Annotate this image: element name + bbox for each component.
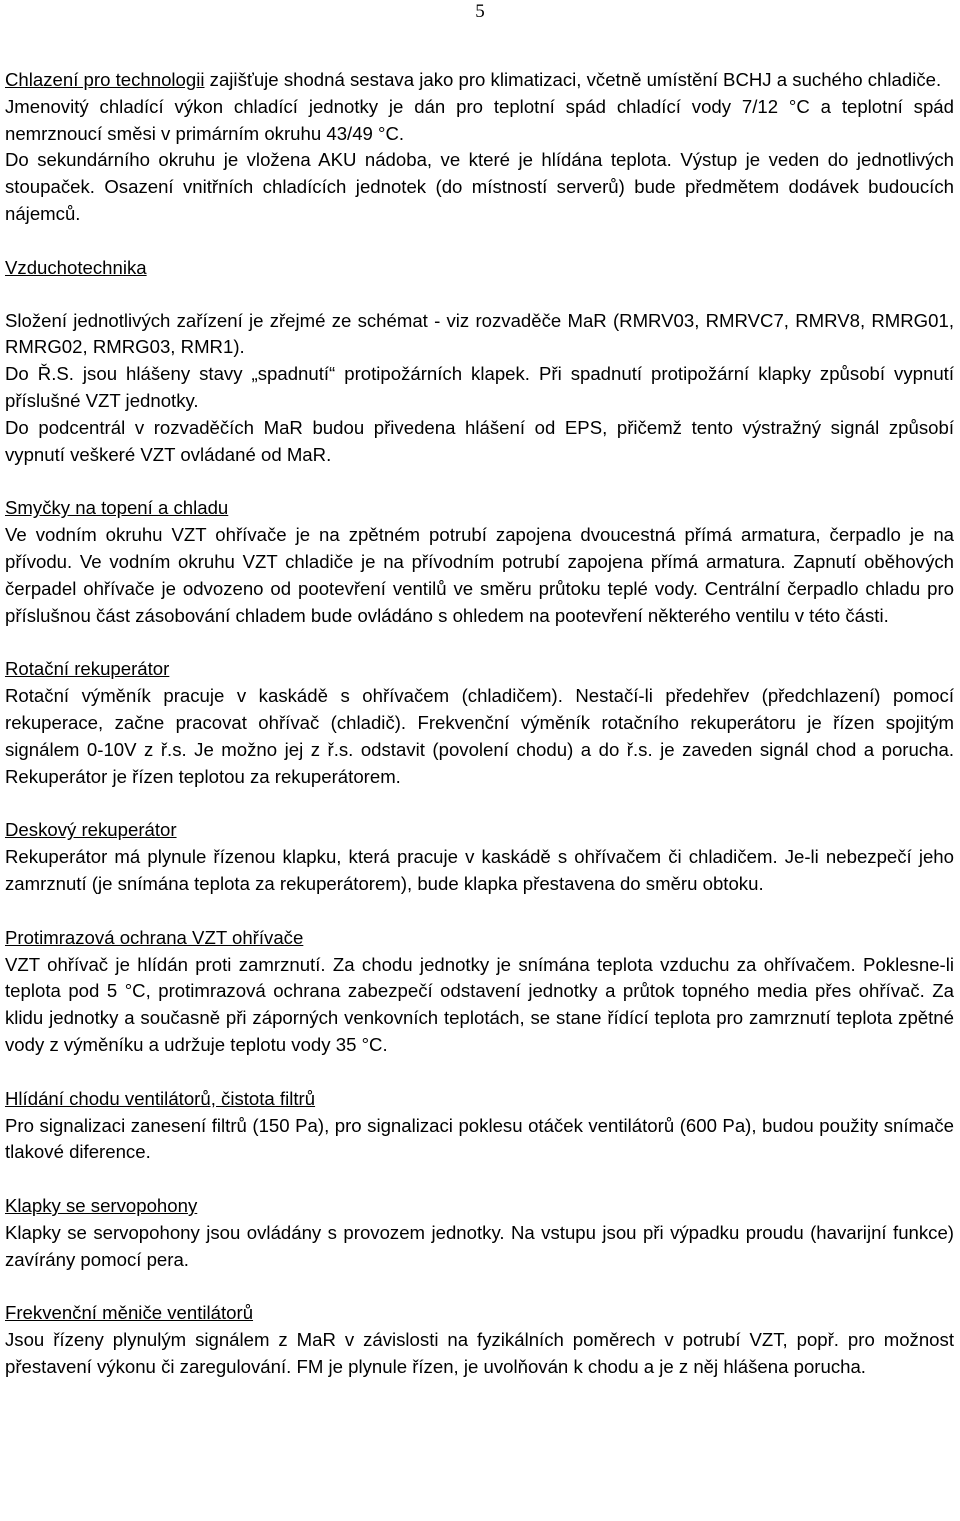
section-heading-vzt: Vzduchotechnika xyxy=(5,256,147,278)
document-body xyxy=(5,67,954,1381)
deskovy-paragraph: Rekuperátor má plynule řízenou klapku, která pracuje v kaskádě s ohřívačem či chladičem. Je-li nebezpečí jeho zamrznutí (je snímána teplota za rekuperátorem), bude klapka přestavena do směru obtoku. xyxy=(5,846,954,894)
menice-paragraph: Jsou řízeny plynulým signálem z MaR v závislosti na fyzikálních poměrech v potrubí VZT, popř. pro možnost přestavení výkonu či zaregulování. FM je plynule řízen, je uvolňován k chodu a je z něj hlášena porucha. xyxy=(5,1329,954,1378)
hlidani-paragraph: Pro signalizaci zanesení filtrů (150 Pa), pro signalizaci poklesu otáček ventilátorů (600 Pa), budou použity snímače tlakové diference. xyxy=(5,1114,954,1163)
intro-paragraph-3: Do sekundárního okruhu je vložena AKU nádoba, ve které je hlídána teplota. Výstup je veden do jednotlivých stoupaček. Osazení vnitřních chladících jednotek (do místností serverů) bude předmětem dodávek budoucích nájemců. xyxy=(5,149,954,224)
section-heading-smycky: Smyčky na topení a chladu xyxy=(5,497,229,519)
section-heading-klapky: Klapky se servopohony xyxy=(5,1195,198,1217)
vzt-paragraph-1: Složení jednotlivých zařízení je zřejmé ze schémat - viz rozvaděče MaR (RMRV03, RMRVC7, RMRV8, RMRG01, RMRG02, RMRG03, RMR1). xyxy=(5,309,954,358)
section-heading-rotacni: Rotační rekuperátor xyxy=(5,658,170,680)
smycky-paragraph: Ve vodním okruhu VZT ohřívače je na zpětném potrubí zapojena dvoucestná přímá armatura, čerpadlo je na přívodu. Ve vodním okruhu VZT chladiče je na přívodním potrubí zapojena přímá armatura. Zapnutí oběhových čerpadel ohřívače je odvozeno od pootevření ventilů ve směru průtoku teplé vody. Centrální čerpadlo chladu pro příslušnou část zásobování chladem bude ovládáno s ohledem na pootevření některého ventilu v této části. xyxy=(5,524,954,626)
protimrazova-paragraph: VZT ohřívač je hlídán proti zamrznutí. Za chodu jednotky je snímána teplota vzduchu za ohřívačem. Poklesne-li teplota pod 5 °C, protimrazová ochrana zabezpečí odstavení jednotky a průtok topného media přes ohřívač. Za klidu jednotky a současně při záporných venkovních teplotách, se stane řídící teplota pro zamrznutí teplota zpětné vody z výměníku a udržuje teplotu vody 35 °C. xyxy=(5,953,954,1055)
klapky-paragraph: Klapky se servopohony jsou ovládány s provozem jednotky. Na vstupu jsou při výpadku proudu (havarijní funkce) zavírány pomocí pera. xyxy=(5,1221,954,1270)
rotacni-paragraph: Rotační výměník pracuje v kaskádě s ohřívačem (chladičem). Nestačí-li předehřev (předchlazení) pomocí rekuperace, začne pracovat ohřívač (chladič). Frekvenční výměník rotačního rekuperátoru je řízen spojitým signálem 0-10V z ř.s. Je možno jej z ř.s. odstavit (povolení chodu) a do ř.s. je zaveden signál chod a porucha. Rekuperátor je řízen teplotou za rekuperátorem. xyxy=(5,685,954,787)
vzt-paragraph-2: Do Ř.S. jsou hlášeny stavy „spadnutí“ protipožárních klapek. Při spadnutí protipožární klapky způsobí vypnutí příslušné VZT jednotky. xyxy=(5,363,954,411)
intro-paragraph-1-text: zajišťuje shodná sestava jako pro klimatizaci, včetně umístění BCHJ a suchého chladiče. xyxy=(204,69,942,90)
section-heading-protimrazova: Protimrazová ochrana VZT ohřívače xyxy=(5,926,304,948)
intro-paragraph-1 xyxy=(5,67,954,94)
section-heading-hlidani: Hlídání chodu ventilátorů, čistota filtrů xyxy=(5,1087,316,1109)
vzt-paragraph-3: Do podcentrál v rozvaděčích MaR budou přivedena hlášení od EPS, přičemž tento výstražný signál způsobí vypnutí veškeré VZT ovládané od MaR. xyxy=(5,416,954,465)
intro-paragraph-2: Jmenovitý chladící výkon chladící jednotky je dán pro teplotní spád chladící vody 7/12 °C a teplotní spád nemrznoucí směsi v primárním okruhu 43/49 °C. xyxy=(5,95,954,144)
section-heading-deskovy: Deskový rekuperátor xyxy=(5,819,177,841)
page-number: 5 xyxy=(475,1,485,22)
technology-cooling-link: Chlazení pro technologii xyxy=(5,69,205,90)
section-heading-menice: Frekvenční měniče ventilátorů xyxy=(5,1302,254,1324)
